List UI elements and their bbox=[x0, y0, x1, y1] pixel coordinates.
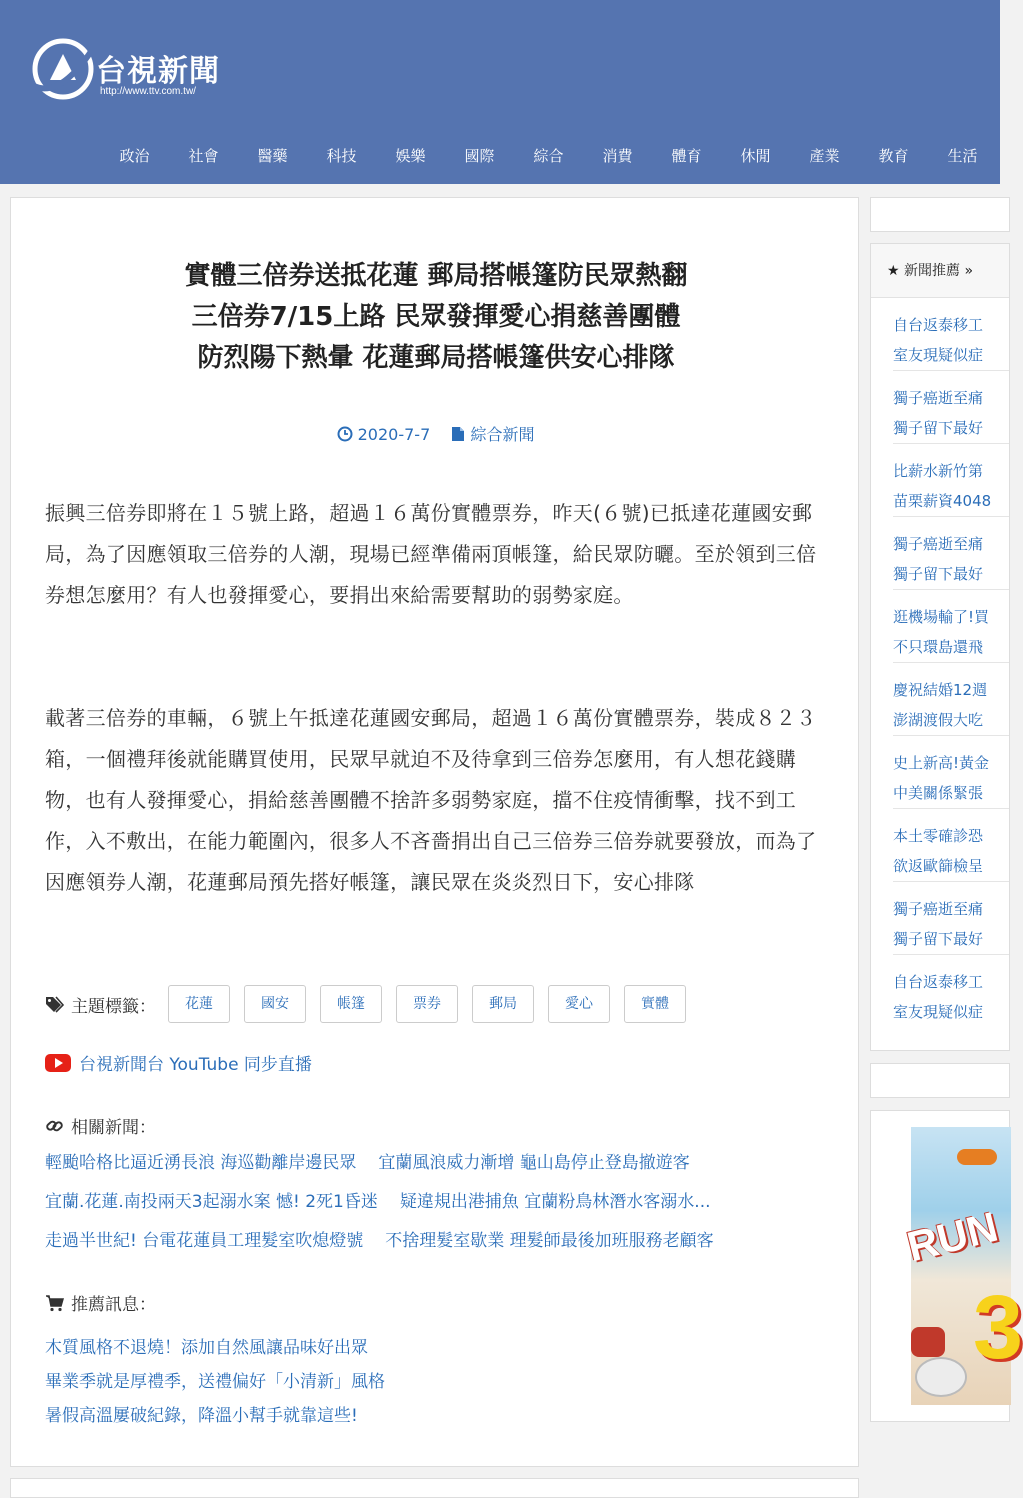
sidebar-news-line[interactable]: 逛機場輸了!買 bbox=[893, 608, 990, 626]
recommended-header bbox=[45, 1290, 156, 1315]
sidebar-news-item[interactable] bbox=[893, 590, 1009, 663]
clock-icon bbox=[337, 426, 353, 442]
sidebar-news-item[interactable] bbox=[893, 444, 1009, 517]
news-recommend-header bbox=[871, 244, 1009, 298]
tag[interactable]: 郵局 bbox=[472, 985, 534, 1023]
article-card bbox=[10, 197, 859, 1467]
tag[interactable]: 實體 bbox=[624, 985, 686, 1023]
sidebar-news-line[interactable]: 不只環島還飛 bbox=[893, 638, 984, 656]
sidebar-news-line[interactable]: 獨子留下最好 bbox=[893, 565, 984, 583]
related-news-link[interactable]: 宜蘭.花蓮.南投兩天3起溺水案 憾! 2死1昏迷 bbox=[45, 1192, 378, 1212]
related-news-link[interactable]: 宜蘭風浪威力漸增 龜山島停止登島撤遊客 bbox=[378, 1153, 690, 1173]
tag[interactable]: 花蓮 bbox=[168, 985, 230, 1023]
related-news-list bbox=[45, 1144, 845, 1261]
cart-icon bbox=[45, 1294, 65, 1312]
ad-plane-graphic bbox=[957, 1149, 997, 1165]
related-row bbox=[45, 1144, 845, 1183]
sidebar-news-line[interactable]: 獨子留下最好 bbox=[893, 930, 984, 948]
recommended-link[interactable]: 木質風格不退燒！添加自然風讓品味好出眾 bbox=[45, 1338, 368, 1358]
sidebar-news-item[interactable] bbox=[893, 663, 1009, 736]
related-news-link[interactable]: 疑違規出港捕魚 宜蘭粉鳥林潛水客溺水... bbox=[399, 1192, 711, 1212]
ad-character-graphic bbox=[915, 1357, 967, 1397]
article-paragraph: 載著三倍券的車輛，６號上午抵達花蓮國安郵局，超過１６萬份實體票券，裝成８２３箱，一個禮拜後就能購買使用，民眾早就迫不及待拿到三倍券怎麼用，有人想花錢購物，也有人發揮愛心，捐給慈善團體不捨許多弱勢家庭，擋不住疫情衝擊，找不到工作，入不敷出，在能力範圍內，很多人不吝嗇捐出自己三倍券三倍券就要發放，而為了因應領券人潮，花蓮郵局預先搭好帳篷，讓民眾在炎炎烈日下，安心排隊 bbox=[45, 706, 817, 894]
recommended-list bbox=[45, 1331, 385, 1433]
nav-item[interactable]: 娛樂 bbox=[395, 147, 426, 165]
file-icon bbox=[451, 426, 465, 442]
logo-text: 台視新聞 bbox=[96, 54, 220, 89]
sidebar-news-line[interactable]: 慶祝結婚12週 bbox=[893, 681, 988, 699]
sidebar-news-line[interactable]: 本土零確診恐 bbox=[893, 827, 984, 845]
game-ad-image[interactable] bbox=[902, 1127, 1023, 1405]
nav-item[interactable]: 國際 bbox=[464, 147, 495, 165]
sidebar-news-line[interactable]: 比薪水新竹第 bbox=[893, 462, 984, 480]
sidebar-news-line[interactable]: 獨子癌逝至痛 bbox=[893, 535, 984, 553]
link-icon bbox=[45, 1117, 65, 1135]
youtube-icon bbox=[45, 1054, 71, 1072]
sidebar-news-item[interactable] bbox=[893, 371, 1009, 444]
nav-item[interactable]: 綜合 bbox=[533, 147, 564, 165]
logo-emblem-icon bbox=[30, 36, 96, 102]
sidebar-news-line[interactable]: 中美關係緊張 bbox=[893, 784, 984, 802]
sidebar-news-line[interactable]: 自台返泰移工 bbox=[893, 973, 984, 991]
tag[interactable]: 愛心 bbox=[548, 985, 610, 1023]
nav-item[interactable]: 醫藥 bbox=[257, 147, 288, 165]
article-category[interactable]: 綜合新聞 bbox=[470, 425, 535, 444]
ad-car-graphic bbox=[911, 1327, 945, 1357]
article-title bbox=[51, 256, 821, 379]
category-info[interactable] bbox=[451, 425, 534, 444]
ttv-news-logo[interactable] bbox=[30, 34, 240, 104]
recommended-link[interactable]: 暑假高溫屢破紀錄，降溫小幫手就靠這些! bbox=[45, 1406, 358, 1426]
news-recommend-title: 新聞推薦 bbox=[904, 263, 961, 279]
nav-item[interactable]: 體育 bbox=[671, 147, 702, 165]
site-header bbox=[0, 0, 1000, 184]
nav-item[interactable]: 消費 bbox=[602, 147, 633, 165]
article-date: 2020-7-7 bbox=[357, 425, 431, 444]
next-card-edge bbox=[10, 1478, 859, 1498]
related-row bbox=[45, 1222, 845, 1261]
related-news-link[interactable]: 不捨理髮室歇業 理髮師最後加班服務老顧客 bbox=[385, 1231, 714, 1251]
nav-item[interactable]: 生活 bbox=[947, 147, 978, 165]
logo-url: http://www.ttv.com.tw/ bbox=[100, 86, 196, 97]
nav-item[interactable]: 教育 bbox=[878, 147, 909, 165]
nav-item[interactable]: 社會 bbox=[188, 147, 219, 165]
star-icon: ★ bbox=[887, 263, 900, 279]
title-line: 防烈陽下熱暈 花蓮郵局搭帳篷供安心排隊 bbox=[197, 343, 675, 373]
news-recommend-list bbox=[871, 298, 1009, 1028]
sidebar-news-line[interactable]: 獨子留下最好 bbox=[893, 419, 984, 437]
ad-run-text: RUN bbox=[902, 1202, 1003, 1271]
tag[interactable]: 票券 bbox=[396, 985, 458, 1023]
sidebar-news-item[interactable] bbox=[893, 298, 1009, 371]
nav-item[interactable]: 科技 bbox=[326, 147, 357, 165]
related-row bbox=[45, 1183, 845, 1222]
article-paragraph: 振興三倍券即將在１５號上路，超過１６萬份實體票券，昨天(６號)已抵達花蓮國安郵局，為了因應領取三倍券的人潮，現場已經準備兩頂帳篷，給民眾防曬。至於領到三倍券想怎麼用？有人也發揮愛心，要捐出來給需要幫助的弱勢家庭。 bbox=[45, 501, 817, 607]
youtube-live-link[interactable] bbox=[45, 1050, 312, 1075]
nav-item[interactable]: 休閒 bbox=[740, 147, 771, 165]
sidebar-news-item[interactable] bbox=[893, 955, 1009, 1028]
title-line: 實體三倍券送抵花蓮 郵局搭帳篷防民眾熱翻 bbox=[184, 261, 688, 291]
sidebar-news-line[interactable]: 室友現疑似症 bbox=[893, 346, 984, 364]
nav-item[interactable]: 政治 bbox=[119, 147, 150, 165]
sidebar-news-line[interactable]: 史上新高!黃金 bbox=[893, 754, 990, 772]
title-line: 三倍券7/15上路 民眾發揮愛心捐慈善團體 bbox=[191, 302, 681, 332]
sidebar-news-item[interactable] bbox=[893, 517, 1009, 590]
related-news-header bbox=[45, 1113, 156, 1138]
nav-item[interactable]: 產業 bbox=[809, 147, 840, 165]
sidebar-box bbox=[870, 1063, 1010, 1098]
tags-label-wrap bbox=[45, 992, 156, 1017]
article-meta bbox=[11, 422, 860, 445]
recommended-label: 推薦訊息： bbox=[71, 1295, 156, 1315]
sidebar-news-item[interactable] bbox=[893, 882, 1009, 955]
sidebar-news-item[interactable] bbox=[893, 809, 1009, 882]
sidebar-news-item[interactable] bbox=[893, 736, 1009, 809]
sidebar-news-line[interactable]: 欲返歐篩檢呈 bbox=[893, 857, 984, 875]
ad-number-text: 3 bbox=[973, 1278, 1023, 1378]
main-nav bbox=[100, 145, 1000, 169]
tags-icon bbox=[45, 995, 69, 1013]
tags-label: 主題標籤： bbox=[71, 996, 156, 1017]
sidebar-news-line[interactable]: 澎湖渡假大吃 bbox=[893, 711, 984, 729]
more-chevron-icon[interactable]: » bbox=[964, 263, 974, 279]
sidebar-news-line[interactable]: 苗栗薪資4048 bbox=[893, 492, 992, 510]
date-info bbox=[337, 425, 436, 444]
sidebar-news-line[interactable]: 獨子癌逝至痛 bbox=[893, 900, 984, 918]
related-label: 相關新聞： bbox=[71, 1118, 156, 1138]
sidebar-box bbox=[870, 197, 1010, 232]
tag[interactable]: 國安 bbox=[244, 985, 306, 1023]
youtube-link-text[interactable]: 台視新聞台 YouTube 同步直播 bbox=[79, 1055, 312, 1075]
sidebar-news-line[interactable]: 自台返泰移工 bbox=[893, 316, 984, 334]
related-news-link[interactable]: 走過半世紀! 台電花蓮員工理髮室吹熄燈號 bbox=[45, 1231, 364, 1251]
sidebar-news-line[interactable]: 室友現疑似症 bbox=[893, 1003, 984, 1021]
tag[interactable]: 帳篷 bbox=[320, 985, 382, 1023]
related-news-link[interactable]: 輕颱哈格比逼近湧長浪 海巡勸離岸邊民眾 bbox=[45, 1153, 357, 1173]
recommended-link[interactable]: 畢業季就是厚禮季，送禮偏好「小清新」風格 bbox=[45, 1372, 385, 1392]
sidebar-news-line[interactable]: 獨子癌逝至痛 bbox=[893, 389, 984, 407]
news-recommend-panel bbox=[870, 243, 1010, 1051]
topic-tags bbox=[45, 984, 700, 1024]
sidebar-ad-panel bbox=[870, 1110, 1023, 1422]
